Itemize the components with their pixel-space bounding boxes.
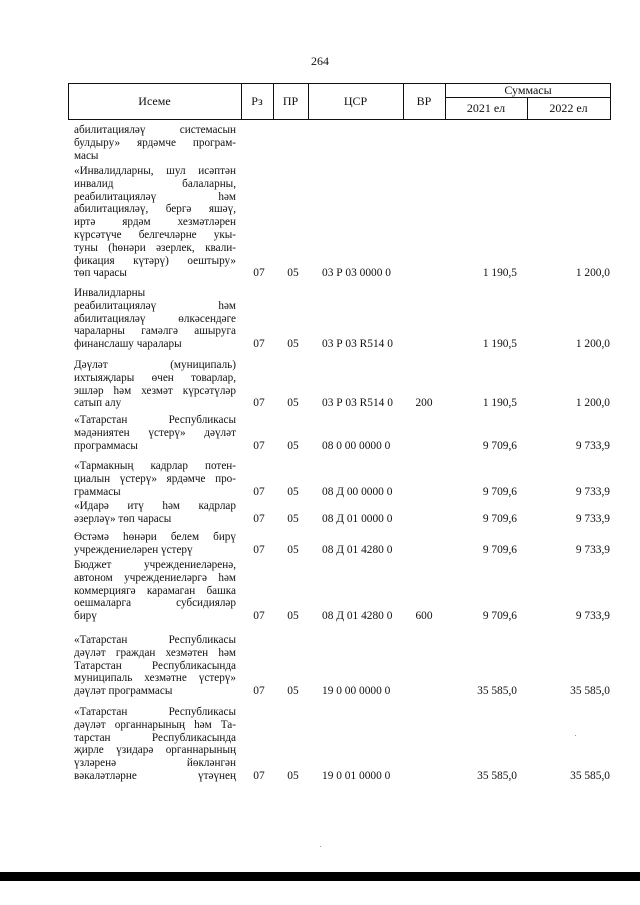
row-s2022: 1 200,0 <box>575 397 610 410</box>
row-rz: 07 <box>253 512 265 525</box>
row-s2022: 35 585,0 <box>570 770 610 782</box>
row-name-line: учреждениеләрен үстерү <box>74 543 193 556</box>
row-s2021: 9 709,6 <box>482 543 517 556</box>
row-name-line: «Татарстан Республикасы <box>74 414 236 426</box>
row-vr: 600 <box>415 610 433 623</box>
row-pr: 05 <box>287 397 299 410</box>
row-name-line: дәүләт программасы <box>74 685 173 698</box>
row-s2022: 1 200,0 <box>575 338 610 351</box>
header-2021: 2021 ел <box>466 101 506 115</box>
row-s2021: 9 709,6 <box>482 485 517 498</box>
row-name-line: масы <box>74 149 99 162</box>
row-name-line: күрсәтүче белгечләрне укы- <box>74 229 236 241</box>
row-csr: 08 0 00 0000 0 <box>322 439 391 452</box>
row-name-line: Бюджет учреждениеләренә, <box>74 559 236 571</box>
row-s2021: 1 190,5 <box>482 338 517 351</box>
row-rz: 07 <box>253 267 265 280</box>
row-name-line: эшләр һәм хезмәт күрсәтүләр <box>74 384 236 397</box>
row-s2021: 9 709,6 <box>482 610 517 623</box>
row-name-line: реабилитацияләү һәм <box>74 299 236 312</box>
row-name-line: туны (һөнәри әзерлек, квали- <box>74 241 236 254</box>
scan-speck <box>575 735 576 736</box>
row-csr: 08 Д 00 0000 0 <box>322 485 393 498</box>
row-name-line: циалын үстерү» ярдәмче про- <box>74 472 236 485</box>
row-s2022: 9 733,9 <box>575 485 610 498</box>
row-name-line: ихтыяҗлары өчен товарлар, <box>74 371 236 384</box>
header-vr: ВР <box>416 94 432 108</box>
row-name-line: тарстан Республикасында <box>74 731 236 744</box>
row-csr: 08 Д 01 4280 0 <box>322 543 393 556</box>
row-s2022: 9 733,9 <box>575 439 610 452</box>
row-vr: 200 <box>415 397 433 410</box>
row-pr: 05 <box>287 485 299 498</box>
row-rz: 07 <box>253 439 265 452</box>
row-name-line: муниципаль хезмәтне үстерү» <box>74 672 236 685</box>
row-name-line: бирү <box>74 610 97 623</box>
row-rz: 07 <box>253 338 265 351</box>
row-name-line: оешмаларга субсидияләр <box>74 597 236 610</box>
row-name-line: «Татарстан Республикасы <box>74 634 236 646</box>
row-name-line: Татарстан Республикасында <box>74 659 236 672</box>
row-name-line: финанслашу чаралары <box>74 338 182 351</box>
row-name-line: Дәүләт (муниципаль) <box>74 359 236 371</box>
row-s2021: 1 190,5 <box>482 397 517 410</box>
header-2022: 2022 ел <box>549 101 588 115</box>
row-s2021: 35 585,0 <box>477 685 517 698</box>
row-s2021: 1 190,5 <box>482 267 517 280</box>
row-name-line: җирле үзидарә органнарының <box>74 744 236 757</box>
row-pr: 05 <box>287 543 299 556</box>
scan-edge <box>0 872 640 881</box>
row-csr: 03 Р 03 R514 0 <box>322 338 393 351</box>
row-s2021: 35 585,0 <box>477 770 517 782</box>
header-rz: Рз <box>251 94 263 108</box>
row-pr: 05 <box>287 610 299 623</box>
row-csr: 03 Р 03 0000 0 <box>322 267 391 280</box>
row-name-line: «Инвалидларны, шул исәптән <box>74 165 236 177</box>
row-name-line: әзерләү» төп чарасы <box>74 512 172 525</box>
row-name-line: граммасы <box>74 485 121 498</box>
row-s2021: 9 709,6 <box>482 439 517 452</box>
scan-speck <box>320 846 321 847</box>
row-name-line: дәүләт граждан хезмәтен һәм <box>74 646 236 659</box>
row-pr: 05 <box>287 338 299 351</box>
row-name-line: фикация күтәрү) оештыру» <box>74 254 236 267</box>
row-csr: 08 Д 01 0000 0 <box>322 512 393 525</box>
row-name-line: «Татарстан Республикасы <box>74 706 236 718</box>
row-name-line: абилитацияләү өлкәсендәге <box>74 312 236 325</box>
sums-divider <box>445 97 611 98</box>
row-name-line: коммерциягә карамаган башка <box>74 584 236 597</box>
row-s2022: 9 733,9 <box>575 512 610 525</box>
row-name-line: «Тармакның кадрлар потен- <box>74 460 236 472</box>
row-s2022: 9 733,9 <box>575 610 610 623</box>
header-sums: Суммасы <box>504 83 552 97</box>
row-pr: 05 <box>287 685 299 698</box>
row-csr: 03 Р 03 R514 0 <box>322 397 393 410</box>
row-rz: 07 <box>253 610 265 623</box>
row-name-line: сатып алу <box>74 397 122 410</box>
row-name-line: төп чарасы <box>74 267 127 280</box>
header-bottom-border <box>68 119 611 120</box>
row-name-line: үзләренә йөкләнгән <box>74 757 236 770</box>
row-name-line: автоном учреждениеләргә һәм <box>74 571 236 584</box>
row-rz: 07 <box>253 485 265 498</box>
row-pr: 05 <box>287 267 299 280</box>
row-name-line: абилитацияләү, бергә яшәү, <box>74 203 236 216</box>
row-s2022: 9 733,9 <box>575 543 610 556</box>
row-name-line: программасы <box>74 439 138 452</box>
row-name-line: «Идарә итү һәм кадрлар <box>74 500 236 512</box>
row-csr: 19 0 01 0000 0 <box>322 770 391 782</box>
row-rz: 07 <box>253 543 265 556</box>
row-pr: 05 <box>287 770 299 782</box>
row-pr: 05 <box>287 439 299 452</box>
row-name-line: инвалид балаларны, <box>74 177 236 190</box>
row-rz: 07 <box>253 685 265 698</box>
header-name: Исеме <box>138 94 171 108</box>
row-csr: 19 0 00 0000 0 <box>322 685 391 698</box>
row-rz: 07 <box>253 397 265 410</box>
row-name-line: Өстәмә һөнәри белем бирү <box>74 531 236 543</box>
row-rz: 07 <box>253 770 265 782</box>
row-name-line: вәкаләтләрне үтәүнең <box>74 770 236 782</box>
header-pr: ПР <box>282 94 299 108</box>
row-name-line: мәдәниятен үстерү» дәүләт <box>74 426 236 439</box>
row-csr: 08 Д 01 4280 0 <box>322 610 393 623</box>
row-name-line: Инвалидларны <box>74 287 146 299</box>
row-pr: 05 <box>287 512 299 525</box>
row-name-line: иртә ярдәм хезмәтләрен <box>74 216 236 229</box>
row-name-line: реабилитацияләү һәм <box>74 190 236 203</box>
row-s2022: 1 200,0 <box>575 267 610 280</box>
row-name-line: чараларны гамәлгә ашыруга <box>74 325 236 338</box>
row-s2021: 9 709,6 <box>482 512 517 525</box>
page-number: 264 <box>311 54 329 68</box>
row-name-line: дәүләт органнарының һәм Та- <box>74 718 236 731</box>
row-name-line: абилитацияләү системасын <box>74 124 236 136</box>
header-csr: ЦСР <box>343 94 368 108</box>
row-name-line: булдыру» ярдәмче програм- <box>74 136 236 149</box>
row-s2022: 35 585,0 <box>570 685 610 698</box>
